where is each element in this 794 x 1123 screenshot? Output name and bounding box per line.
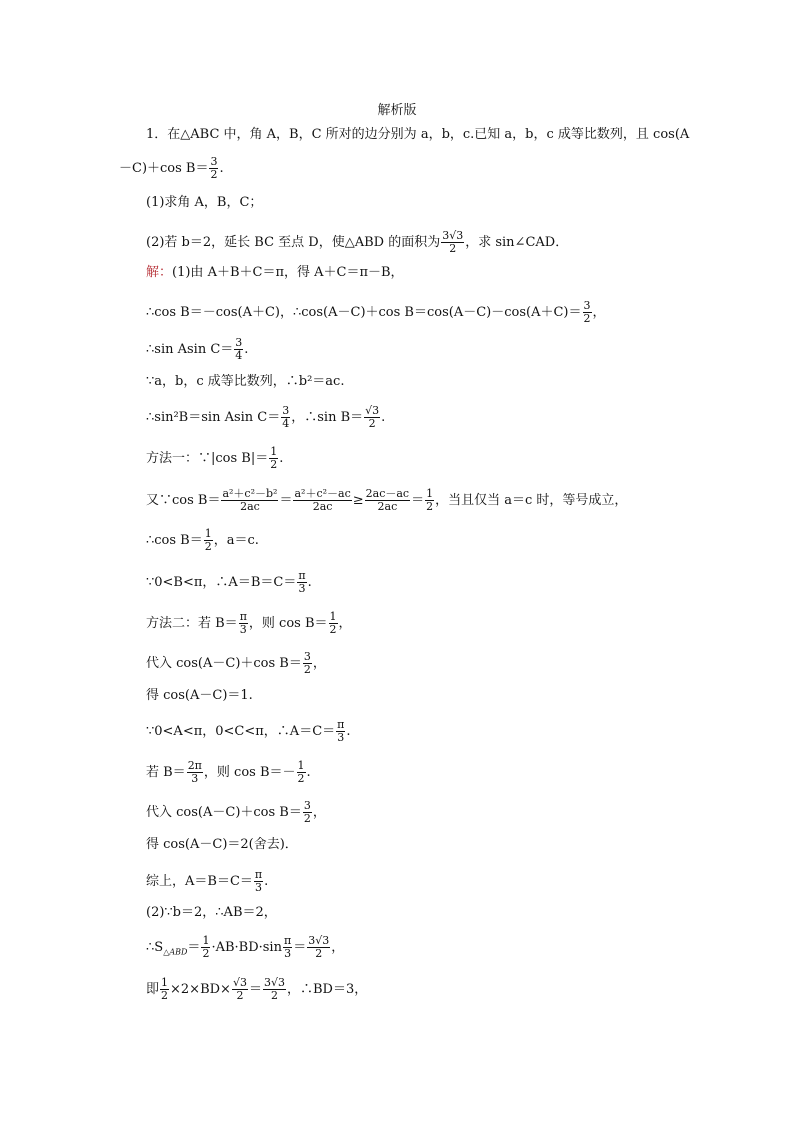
- fraction: $\frac{3}{2}$: [583, 299, 591, 326]
- solution-label: 解：: [146, 265, 173, 280]
- solution-line-4: ∵a，b，c 成等比数列，∴b²＝ac.: [146, 374, 345, 389]
- fraction: $\frac{\pi}{3}$: [283, 934, 292, 961]
- fraction: $\frac{1}{2}$: [204, 527, 212, 554]
- method-2-line-2: 代入 cos(A－C)＋cos B＝ $\frac{3}{2}$ ，: [146, 650, 326, 677]
- fraction: $\frac{3}{2}$: [210, 155, 218, 182]
- method-2-line-3: 得 cos(A－C)＝1.: [146, 688, 253, 703]
- fraction: $\frac{3√3}{2}$: [442, 229, 464, 256]
- fraction: $\frac{\text{a²＋c²－ac}}{2ac}$: [294, 487, 351, 514]
- problem-statement-line-2: －C)＋cos B＝ $\frac{3}{2}$ .: [119, 155, 224, 182]
- question-1: (1)求角 A，B，C；: [146, 195, 263, 210]
- part-2-line-3: 即 $\frac{1}{2}$ ×2×BD× $\frac{√3}{2}$ ＝ $\frac{3√3}{2}$ ，∴BD＝3，: [146, 976, 368, 1003]
- fraction: $\frac{1}{2}$: [202, 934, 210, 961]
- solution-line-1: 解：(1)由 A＋B＋C＝π，得 A＋C＝π－B，: [146, 265, 404, 280]
- fraction: $\frac{3√3}{2}$: [308, 934, 330, 961]
- method-2-line-5: 若 B＝ $\frac{2\pi}{3}$ ，则 cos B＝－ $\frac{1}{2}$ .: [146, 759, 311, 786]
- fraction: $\frac{1}{2}$: [297, 759, 305, 786]
- fraction: $\frac{3}{4}$: [235, 336, 243, 363]
- part-2-line-1: (2)∵b＝2，∴AB＝2，: [146, 905, 277, 920]
- method-2-line-6: 代入 cos(A－C)＋cos B＝ $\frac{3}{2}$ ，: [146, 799, 326, 826]
- fraction: $\frac{\text{a²＋c²－b²}}{2ac}$: [222, 487, 278, 514]
- method-2-line-1: 方法二：若 B＝ $\frac{\pi}{3}$ ，则 cos B＝ $\frac{1}{2}$ ，: [146, 610, 352, 637]
- fraction: $\frac{2ac-ac}{2ac}$: [365, 487, 410, 514]
- part-2-line-2: $\therefore S_{\triangle ABD}=$ $\frac{1}{2}$ ·AB·BD·sin $\frac{\pi}{3}$ ＝ $\frac{3√3}{2}$ ，: [146, 934, 345, 961]
- solution-line-2: ∴cos B＝－cos(A＋C)，∴cos(A－C)＋cos B＝cos(A－C)－cos(A＋C)＝ $\frac{3}{2}$ ，: [146, 299, 606, 326]
- method-2-line-4: ∵0<A<π，0<C<π，∴A＝C＝ $\frac{\pi}{3}$ .: [146, 718, 351, 745]
- method-2-line-7: 得 cos(A－C)＝2(舍去)．: [146, 837, 298, 852]
- fraction: $\frac{\pi}{3}$: [337, 718, 345, 745]
- fraction: $\frac{3}{4}$: [282, 404, 290, 431]
- conclusion-line: 综上，A＝B＝C＝ $\frac{\pi}{3}$ .: [146, 868, 269, 895]
- fraction: $\frac{\pi}{3}$: [239, 610, 247, 637]
- fraction: $\frac{√3}{2}$: [232, 976, 247, 1003]
- fraction: $\frac{1}{2}$: [270, 445, 278, 472]
- fraction: $\frac{3}{2}$: [303, 650, 311, 677]
- fraction: $\frac{1}{2}$: [329, 610, 337, 637]
- solution-line-5: ∴sin²B＝sin Asin C＝ $\frac{3}{4}$ ，∴sin B＝ $\frac{√3}{2}$ .: [146, 404, 386, 431]
- method-1-line-4: ∵0<B<π，∴A＝B＝C＝ $\frac{\pi}{3}$ .: [146, 569, 312, 596]
- page-title: 解析版: [377, 103, 417, 118]
- method-1-line-2: 又∵cos B＝ $\frac{\text{a²＋c²－b²}}{2ac}$ ＝ $\frac{\text{a²＋c²－ac}}{2ac}$ ≥ $\frac{2ac-ac}{2ac}$ ＝ $\frac{1}{2}$ ，当且仅当 a＝c 时，等号成立，: [146, 487, 628, 514]
- method-1-line-3: ∴cos B＝ $\frac{1}{2}$ ，a＝c.: [146, 527, 259, 554]
- fraction: $\frac{1}{2}$: [426, 487, 434, 514]
- fraction: $\frac{3}{2}$: [303, 799, 311, 826]
- fraction: $\frac{1}{2}$: [161, 976, 169, 1003]
- fraction: $\frac{√3}{2}$: [365, 404, 380, 431]
- method-1-line-1: 方法一：∵|cos B|＝ $\frac{1}{2}$ .: [146, 445, 284, 472]
- problem-statement-line-1: 1．在△ABC 中，角 A，B，C 所对的边分别为 a，b，c.已知 a，b，c 成等比数列，且 cos(A: [146, 127, 690, 142]
- question-2: (2)若 b＝2，延长 BC 至点 D，使△ABD 的面积为 $\frac{3√3}{2}$ ，求 sin∠CAD．: [146, 229, 569, 256]
- fraction: $\frac{\pi}{3}$: [298, 569, 306, 596]
- solution-line-3: ∴sin Asin C＝ $\frac{3}{4}$ .: [146, 336, 249, 363]
- fraction: $\frac{2\pi}{3}$: [187, 759, 202, 786]
- fraction: $\frac{3√3}{2}$: [263, 976, 285, 1003]
- fraction: $\frac{\pi}{3}$: [254, 868, 263, 895]
